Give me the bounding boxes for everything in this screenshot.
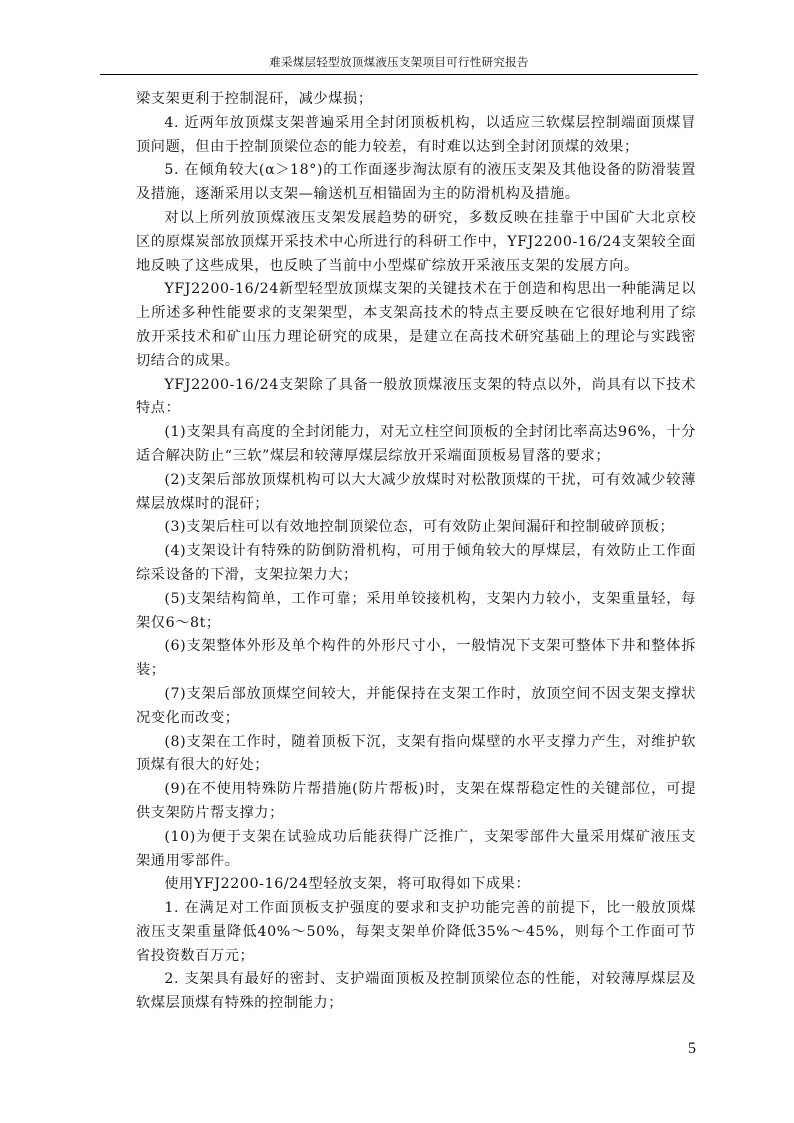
paragraph: 1. 在满足对工作面顶板支护强度的要求和支护功能完善的前提下，比一般放顶煤液压支架重量降低40%～50%，每架支架单价降低35%～45%，则每个工作面可节省投资数百万元； [136, 900, 696, 964]
paragraph: (5)支架结构简单，工作可靠；采用单铰接机构，支架内力较小，支架重量轻，每架仅6～8t； [136, 590, 696, 631]
paragraph: 使用YFJ2200-16/24型轻放支架，将可取得如下成果： [164, 876, 531, 893]
body-text [136, 88, 696, 1016]
paragraph: 5. 在倾角较大(α＞18°)的工作面逐步淘汰原有的液压支架及其他设备的防滑装置及措施，逐渐采用以支架—输送机互相锚固为主的防滑机构及措施。 [136, 162, 696, 203]
paragraph: 对以上所列放顶煤液压支架发展趋势的研究，多数反映在挂靠于中国矿大北京校区的原煤炭部放顶煤开采技术中心所进行的科研工作中，YFJ2200-16/24支架较全面地反映了这些成果，也反映了当前中小型煤矿综放开采液压支架的发展方向。 [136, 209, 696, 274]
paragraph: 梁支架更利于控制混矸，减少煤损； [136, 91, 373, 107]
page-number: 5 [688, 1040, 696, 1057]
paragraph: (3)支架后柱可以有效地控制顶梁位态，可有效防止架间漏矸和控制破碎顶板； [164, 519, 675, 536]
paragraph: YFJ2200-16/24支架除了具备一般放顶煤液压支架的特点以外，尚具有以下技术特点： [136, 376, 696, 417]
paragraph: 4. 近两年放顶煤支架普遍采用全封闭顶板机构，以适应三软煤层控制端面顶煤冒顶问题，但由于控制顶梁位态的能力较差，有时难以达到全封闭顶煤的效果； [136, 114, 696, 155]
paragraph: (6)支架整体外形及单个构件的外形尺寸小，一般情况下支架可整体下井和整体拆装； [136, 638, 696, 679]
paragraph: (7)支架后部放顶煤空间较大，并能保持在支架工作时，放顶空间不因支架支撑状况变化而改变； [136, 685, 696, 726]
paragraph: YFJ2200-16/24新型轻型放顶煤支架的关键技术在于创造和构思出一种能满足以上所述多种性能要求的支架架型，本支架高技术的特点主要反映在它很好地利用了综放开采技术和矿山压力理论研究的成果，是建立在高技术研究基础上的理论与实践密切结合的成果。 [136, 281, 696, 369]
paragraph: (4)支架设计有特殊的防倒防滑机构，可用于倾角较大的厚煤层，有效防止工作面综采设备的下滑，支架拉架力大； [136, 543, 696, 583]
paragraph: (1)支架具有高度的全封闭能力，对无立柱空间顶板的全封闭比率高达96%，十分适合解决防止“三软”煤层和较薄厚煤层综放开采端面顶板易冒落的要求； [136, 424, 696, 464]
paragraph: (8)支架在工作时，随着顶板下沉，支架有指向煤壁的水平支撑力产生，对维护软顶煤有很大的好处； [136, 733, 696, 774]
paragraph: (9)在不使用特殊防片帮措施(防片帮板)时，支架在煤帮稳定性的关键部位，可提供支架防片帮支撑力； [136, 781, 696, 821]
paragraph: 2. 支架具有最好的密封、支护端面顶板及控制顶梁位态的性能，对较薄厚煤层及软煤层顶煤有特殊的控制能力； [136, 971, 696, 1012]
running-header: 难采煤层轻型放顶煤液压支架项目可行性研究报告 [100, 54, 698, 75]
paragraph: (2)支架后部放顶煤机构可以大大减少放煤时对松散顶煤的干扰，可有效减少较薄煤层放煤时的混矸； [136, 471, 696, 512]
paragraph: (10)为便于支架在试验成功后能获得广泛推广，支架零部件大量采用煤矿液压支架通用零部件。 [136, 828, 696, 869]
